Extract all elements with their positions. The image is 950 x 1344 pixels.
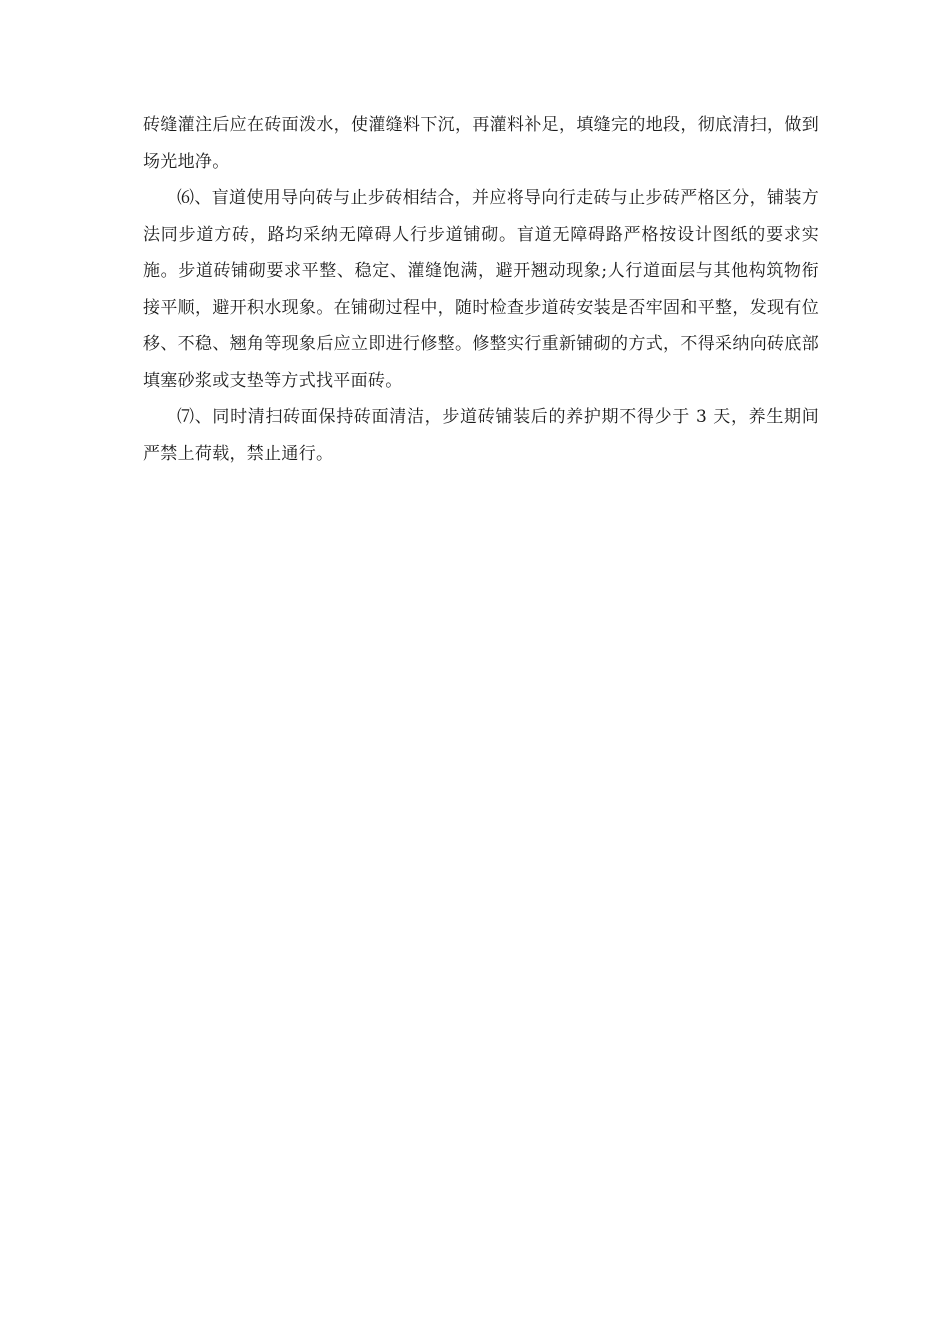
- document-body: [143, 107, 819, 472]
- paragraph-continued: 砖缝灌注后应在砖面泼水，使灌缝料下沉，再灌料补足，填缝完的地段，彻底清扫，做到场光地净。: [143, 115, 819, 172]
- paragraph-item-7: ⑺、同时清扫砖面保持砖面清洁，步道砖铺装后的养护期不得少于 3 天，养生期间严禁上荷载，禁止通行。: [143, 407, 819, 464]
- paragraph-item-6: ⑹、盲道使用导向砖与止步砖相结合，并应将导向行走砖与止步砖严格区分，铺装方法同步道方砖，路均采纳无障碍人行步道铺砌。盲道无障碍路严格按设计图纸的要求实施。步道砖铺砌要求平整、稳定、灌缝饱满，避开翘动现象;人行道面层与其他构筑物衔接平顺，避开积水现象。在铺砌过程中，随时检查步道砖安装是否牢固和平整，发现有位移、不稳、翘角等现象后应立即进行修整。修整实行重新铺砌的方式，不得采纳向砖底部填塞砂浆或支垫等方式找平面砖。: [143, 188, 819, 391]
